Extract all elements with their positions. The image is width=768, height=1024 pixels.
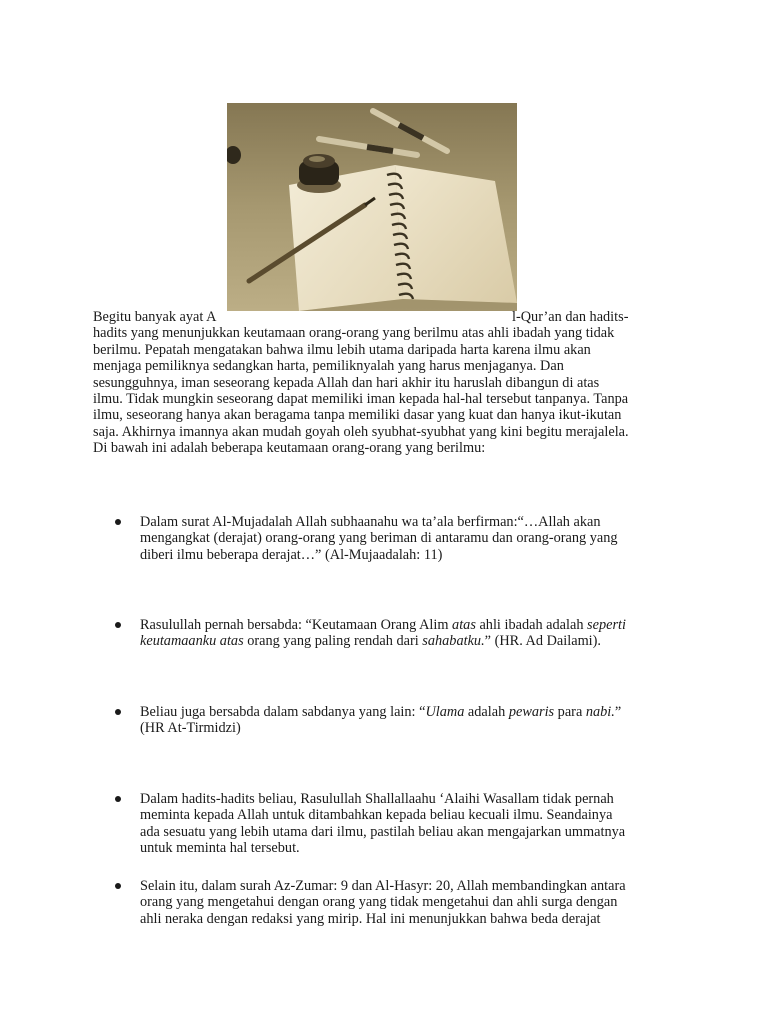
intro-paragraph bbox=[93, 309, 677, 457]
bullet-line: orang yang mengetahui dengan orang yang tidak mengetahui dan ahli surga dengan bbox=[140, 894, 618, 911]
bullet-line: Dalam hadits-hadits beliau, Rasulullah Shallallaahu ‘Alaihi Wasallam tidak pernah bbox=[140, 791, 614, 807]
bullet-line: keutamaanku atas orang yang paling rendah dari sahabatku.” (HR. Ad Dailami). bbox=[140, 633, 601, 650]
bullet-line: untuk meminta hal tersebut. bbox=[140, 840, 300, 857]
bullet-item-az-zumar bbox=[140, 878, 680, 927]
notebook-pen-photo bbox=[227, 103, 517, 311]
bullet-line: mengangkat (derajat) orang-orang yang beriman di antaramu dan orang-orang yang bbox=[140, 530, 618, 547]
bullet-line: Dalam surat Al-Mujadalah Allah subhaanahu wa ta’ala berfirman:“…Allah akan bbox=[140, 514, 601, 530]
intro-line: menjaga pemiliknya sedangkan harta, pemiliknyalah yang harus menjaganya. Dan bbox=[93, 358, 564, 375]
bullet-line: Beliau juga bersabda dalam sabdanya yang lain: “Ulama adalah pewaris para nabi.” bbox=[140, 704, 622, 720]
bullet-dot-icon bbox=[115, 883, 121, 889]
bullet-line: ada sesuatu yang lebih utama dari ilmu, pastilah beliau akan mengajarkan ummatnya bbox=[140, 823, 626, 840]
intro-first-line-left: Begitu banyak ayat A bbox=[93, 309, 217, 325]
bullet-line: (HR At-Tirmidzi) bbox=[140, 720, 241, 737]
intro-line: berilmu. Pepatah mengatakan bahwa ilmu lebih utama daripada harta karena ilmu akan bbox=[93, 341, 591, 358]
intro-first-line-right: l-Qur’an dan hadits- bbox=[512, 309, 629, 325]
bullet-dot-icon bbox=[115, 709, 121, 715]
bullet-line: ahli neraka dengan redaksi yang mirip. Hal ini menunjukkan bahwa beda derajat bbox=[140, 910, 601, 927]
bullet-item-ulama-pewaris bbox=[140, 704, 680, 737]
bullet-dot-icon bbox=[115, 622, 121, 628]
bullet-dot-icon bbox=[115, 796, 121, 802]
bullet-dot-icon bbox=[115, 519, 121, 525]
intro-line: hadits yang menunjukkan keutamaan orang-orang yang berilmu atas ahli ibadah yang tidak bbox=[93, 325, 615, 342]
intro-line: sesungguhnya, iman seseorang kepada Allah dan hari akhir itu haruslah dibangun di atas bbox=[93, 374, 600, 391]
bullet-line: meminta kepada Allah untuk ditambahkan kepada beliau kecuali ilmu. Seandainya bbox=[140, 807, 613, 824]
bullet-line: Rasulullah pernah bersabda: “Keutamaan Orang Alim atas ahli ibadah adalah seperti bbox=[140, 617, 626, 633]
intro-line: ilmu. Tidak mungkin seseorang dapat memiliki iman kepada hal-hal tersebut tanpanya. Tanpa bbox=[93, 391, 629, 408]
bullet-line: Selain itu, dalam surah Az-Zumar: 9 dan Al-Hasyr: 20, Allah membandingkan antara bbox=[140, 878, 626, 894]
intro-first-line bbox=[93, 309, 677, 325]
bullet-item-keutamaan-alim bbox=[140, 617, 680, 650]
intro-line: saja. Akhirnya imannya akan mudah goyah oleh syubhat-syubhat yang kini begitu merajalela. bbox=[93, 423, 629, 440]
bullet-item-mujadalah bbox=[140, 514, 680, 563]
intro-line: Di bawah ini adalah beberapa keutamaan orang-orang yang berilmu: bbox=[93, 440, 486, 457]
intro-line: ilmu, seseorang hanya akan beragama tanpa memiliki dasar yang kuat dan hanya ikut-ikutan bbox=[93, 407, 622, 424]
bullet-item-hadits-ilmu bbox=[140, 791, 680, 857]
bullet-line: diberi ilmu beberapa derajat…” (Al-Mujaadalah: 11) bbox=[140, 546, 443, 563]
notebook-pen-illustration bbox=[227, 103, 517, 311]
